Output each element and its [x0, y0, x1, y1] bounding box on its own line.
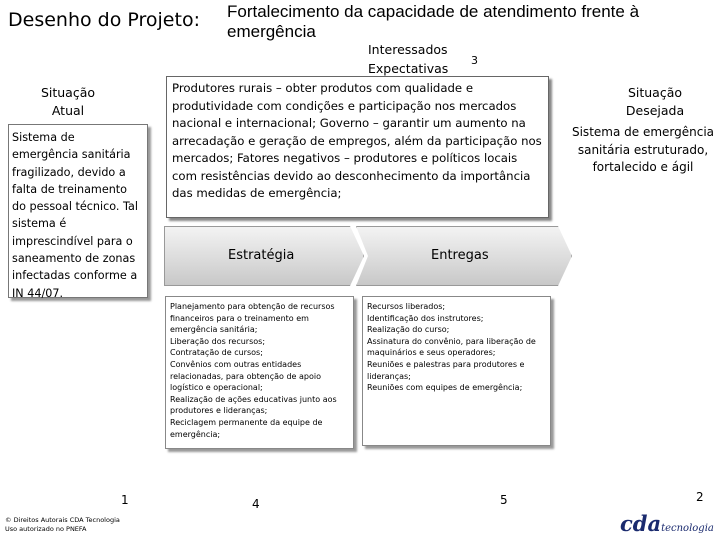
list-item: relacionadas, para obtenção de apoio	[170, 371, 321, 381]
interessados-heading	[368, 40, 448, 78]
situacao-desejada-title-line1: Situação	[627, 85, 683, 100]
situacao-desejada-title-line2: Desejada	[625, 103, 685, 118]
expectativas-label: Expectativas	[368, 61, 449, 76]
list-item: Reuniões e palestras para produtores e	[367, 359, 525, 369]
list-item: Contratação de cursos;	[170, 348, 263, 358]
list-item: maquinários e seus operadores;	[367, 348, 496, 358]
situacao-atual-title-line2: Atual	[51, 103, 85, 118]
project-name: Fortalecimento da capacidade de atendimento frente à emergência	[227, 2, 640, 41]
entregas-box	[362, 296, 551, 446]
entregas-label: Entregas	[431, 248, 489, 263]
logo-cda-text: cda	[620, 511, 662, 536]
step-number-1: 1	[121, 493, 129, 507]
list-item: financeiros para o treinamento em	[170, 313, 309, 323]
copyright-line2: Uso autorizado no PNEFA	[5, 525, 87, 533]
estrategia-label: Estratégia	[228, 248, 295, 263]
logo-tecnologia-text: tecnologia	[661, 523, 714, 534]
page-title: Desenho do Projeto:	[8, 9, 200, 31]
list-item: Reciclagem permanente da equipe de	[170, 417, 323, 427]
situacao-desejada-box	[570, 124, 716, 200]
interessados-box	[166, 76, 549, 218]
list-item: Recursos liberados;	[367, 302, 446, 311]
situacao-atual-box	[8, 124, 148, 298]
list-item: Reuniões com equipes de emergência;	[367, 383, 523, 393]
list-item: Realização do curso;	[367, 325, 450, 335]
list-item: Assinatura do convênio, para liberação de	[367, 336, 536, 346]
situacao-atual-text: Sistema de emergência sanitária fragilizado, devido a falta de treinamento do pessoal técnico. Tal sistema é imprescindível para o saneamento de zonas infectadas conforme a IN 44/07.	[12, 131, 138, 300]
list-item: produtores e lideranças;	[170, 406, 268, 416]
list-item: emergência sanitária;	[170, 325, 258, 335]
list-item: Identificação dos instrutores;	[367, 313, 484, 323]
step-number-2: 2	[696, 490, 704, 504]
copyright-notice	[5, 516, 120, 534]
list-item: Realização de ações educativas junto aos	[170, 394, 337, 404]
situacao-atual-title	[18, 84, 118, 120]
list-item: lideranças;	[367, 371, 411, 381]
cda-tecnologia-logo	[620, 511, 714, 536]
list-item: emergência;	[170, 429, 221, 439]
step-number-3: 3	[471, 54, 478, 67]
step-number-4: 4	[252, 497, 260, 511]
situacao-desejada-text: Sistema de emergência sanitária estruturado, fortalecido e ágil	[571, 125, 715, 174]
list-item: Liberação dos recursos;	[170, 336, 266, 346]
list-item: Planejamento para obtenção de recursos	[170, 302, 335, 311]
interessados-text: Produtores rurais – obter produtos com qualidade e produtividade com condições e participação nos mercados nacional e internacional; Governo – garantir um aumento na arrecadação e geração de empregos, além da participação nos mercados; Fatores negativos – produtores e políticos locais com resistências devido ao desconhecimento da importância das medidas de emergência;	[172, 81, 542, 200]
situacao-desejada-title	[605, 84, 705, 120]
estrategia-box	[165, 296, 354, 449]
copyright-line1: © Direitos Autorais CDA Tecnologia	[5, 516, 120, 524]
list-item: Convênios com outras entidades	[170, 359, 302, 369]
list-item: logístico e operacional;	[170, 383, 263, 393]
step-number-5: 5	[500, 493, 508, 507]
situacao-atual-title-line1: Situação	[40, 85, 96, 100]
interessados-label: Interessados	[368, 42, 448, 57]
